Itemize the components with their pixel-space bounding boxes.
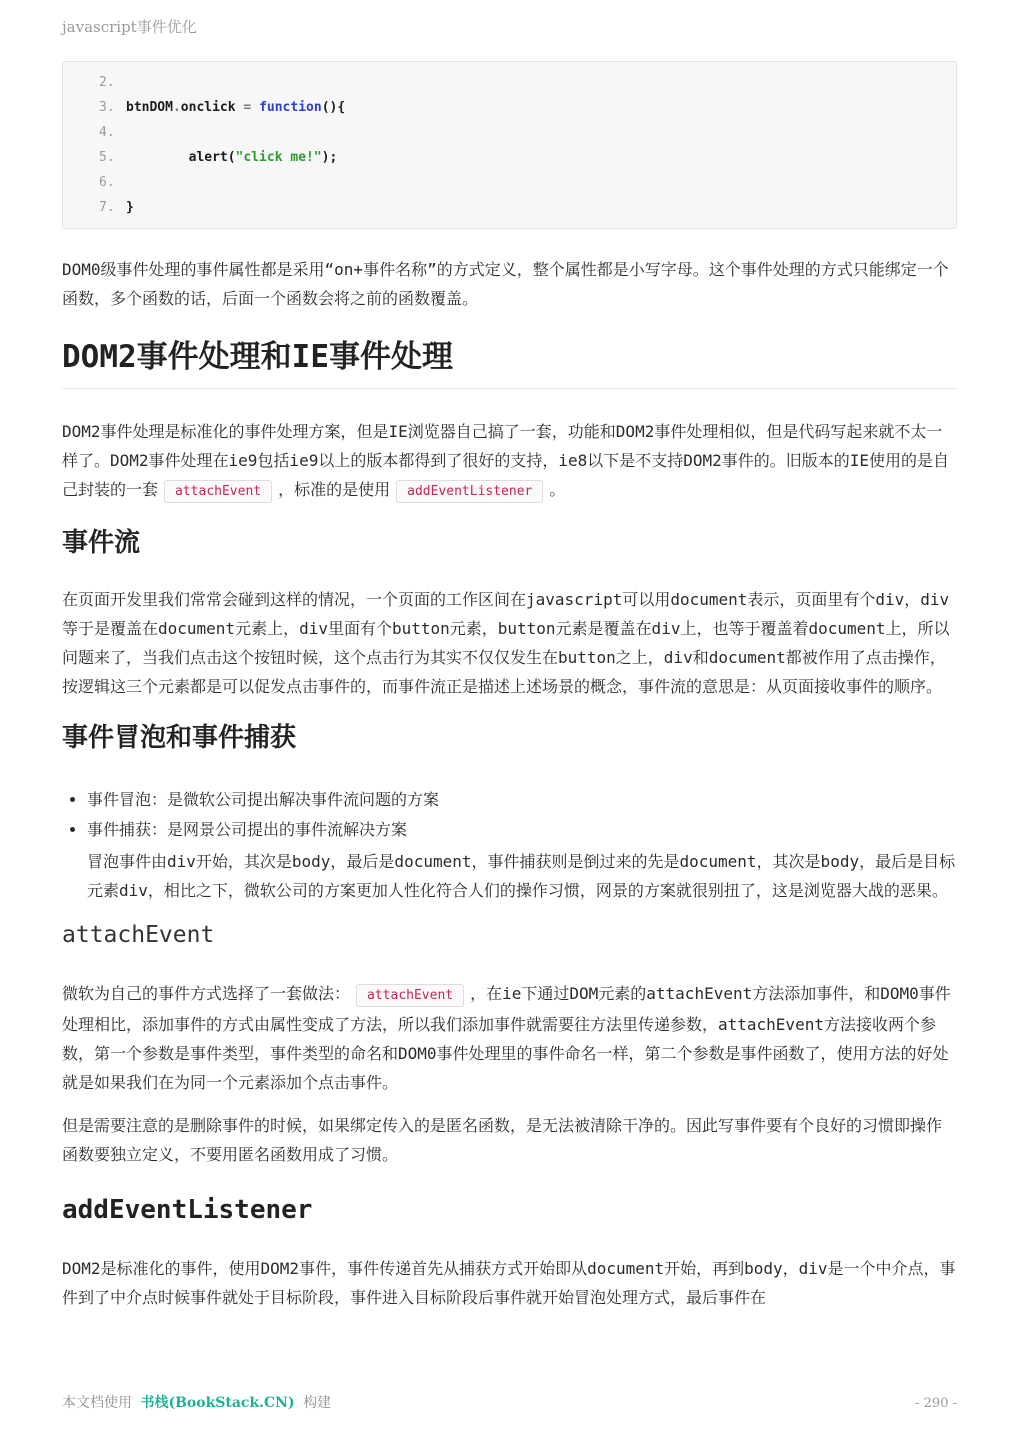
code-line [63,70,956,95]
paragraph-dom2-standard: DOM2是标准化的事件，使用DOM2事件，事件传递首先从捕获方式开始即从document开始，再到body，div是一个中介点，事件到了中介点时候事件就处于目标阶段，事件进入目标阶段后事件就开始冒泡处理方式，最后事件在 [62,1259,956,1308]
code-line [63,145,956,170]
heading-attachevent: attachEvent [62,921,215,948]
code-token: . [172,100,181,115]
footer-page-number: - 290 - [915,1396,957,1411]
heading-event-flow: 事件流 [62,528,141,559]
code-token: "click me!" [235,150,322,165]
code-token: onclick [180,100,244,115]
code-token: ); [321,150,338,165]
bookstack-link[interactable]: 书栈(BookStack.CN) [140,1395,295,1411]
heading-addeventlistener: addEventListener [62,1195,313,1226]
code-line [63,170,956,195]
list-item-detail: 冒泡事件由div开始，其次是body，最后是document，事件捕获则是倒过来的先是document，其次是body，最后是目标元素div，相比之下，微软公司的方案更加人性化符合人们的操作习惯，网景的方案就很别扭了，这是浏览器大战的恶果。 [87,851,956,901]
code-token: ( [227,150,236,165]
line-number: 7. [99,200,115,215]
inline-code-chip: attachEvent [356,984,464,1007]
code-token: function [259,100,322,115]
inline-code-chip: attachEvent [164,480,272,503]
code-line [63,95,956,120]
paragraph-attachevent: 微软为自己的事件方式选择了一套做法： attachEvent ，在ie下通过DOM元素的attachEvent方法添加事件，和DOM0事件处理相比，添加事件的方式由属性变成了方法，所以我们添加事件就需要往方法里传递参数，attachEvent方法接收两个参数，第一个参数是事件类型，事件类型的命名和DOM0事件处理里的事件命名一样，第二个参数是事件函数了，使用方法的好处就是如果我们在为同一个元素添加个点击事件。 [62,984,951,1093]
list-item: • 事件捕获：是网景公司提出的事件流解决方案 冒泡事件由div开始，其次是body，最后是document，事件捕获则是倒过来的先是document，其次是body，最后是目标元素div，相比之下，微软公司的方案更加人性化符合人们的操作习惯，网景的方案就很别扭了，这是浏览器大战的恶果。 [87,815,957,906]
heading-bubble-capture: 事件冒泡和事件捕获 [62,723,297,754]
doc-footer [62,1392,957,1412]
code-token: alert [126,150,228,165]
footer-prefix: 本文档使用 [62,1395,132,1411]
doc-header-title: javascript事件优化 [62,18,197,36]
line-number: 4. [99,125,115,140]
code-block [62,61,957,229]
code-token: } [126,200,134,215]
code-token: btnDOM [126,100,173,115]
line-number: 5. [99,150,115,165]
paragraph-event-flow: 在页面开发里我们常常会碰到这样的情况，一个页面的工作区间在javascript可以用document表示，页面里有个div，div等于是覆盖在document元素上，div里面有个button元素，button元素是覆盖在div上，也等于覆盖着document上，所以问题来了，当我们点击这个按钮时候，这个点击行为其实不仅仅发生在button之上，div和document都被作用了点击操作，按逻辑这三个元素都是可以促发点击事件的，而事件流正是描述上述场景的概念，事件流的意思是：从页面接收事件的顺序。 [62,590,950,697]
footer-build-note [62,1392,331,1412]
paragraph-dom2: DOM2事件处理是标准化的事件处理方案，但是IE浏览器自己搞了一套，功能和DOM2事件处理相似，但是代码写起来就不太一样了。DOM2事件处理在ie9包括ie9以上的版本都得到了很好的支持，ie8以下是不支持DOM2事件的。旧版本的IE使用的是自己封装的一套 attachEvent ，标准的是使用 addEventListener 。 [62,417,957,506]
line-number: 6. [99,175,115,190]
code-token: = [243,100,260,115]
paragraph-dom0: DOM0级事件处理的事件属性都是采用“on+事件名称”的方式定义，整个属性都是小写字母。这个事件处理的方式只能绑定一个函数，多个函数的话，后面一个函数会将之前的函数覆盖。 [62,260,949,308]
code-token: (){ [321,100,346,115]
footer-suffix: 构建 [303,1395,332,1411]
bullet-list [62,785,957,906]
line-number: 2. [99,75,115,90]
paragraph-note: 但是需要注意的是删除事件的时候，如果绑定传入的是匿名函数，是无法被清除干净的。因此写事件要有个良好的习惯即操作函数要独立定义，不要用匿名函数用成了习惯。 [62,1116,943,1165]
inline-code-chip: addEventListener [396,480,543,503]
line-number: 3. [99,100,115,115]
list-item: • 事件冒泡：是微软公司提出解决事件流问题的方案 [87,785,957,815]
heading-dom2-ie: DOM2事件处理和IE事件处理 [62,339,957,389]
code-line [63,120,956,145]
code-line [63,195,956,220]
